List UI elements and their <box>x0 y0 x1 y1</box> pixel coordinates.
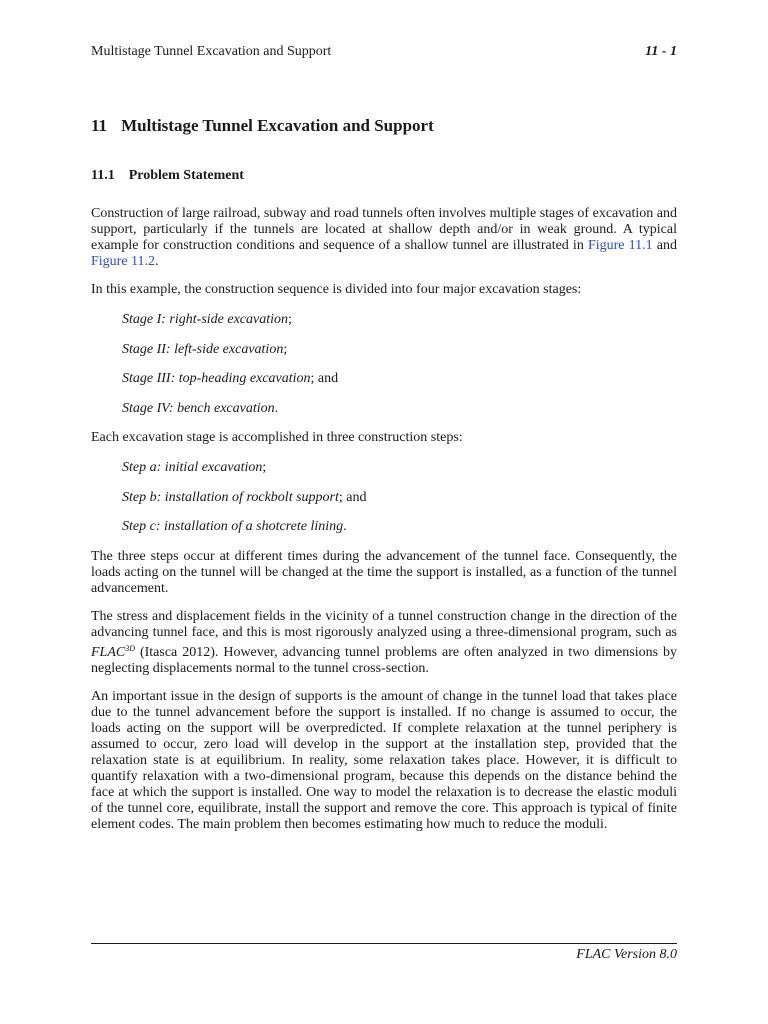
step-item: Step a: initial excavation; <box>122 460 267 475</box>
figure-11-2-link[interactable]: Figure 11.2 <box>91 254 156 269</box>
footer-version: FLAC Version 8.0 <box>576 947 677 962</box>
paragraph-2: In this example, the construction sequence is divided into four major excavation stages: <box>91 282 582 297</box>
figure-11-1-link[interactable]: Figure 11.1 <box>587 238 653 253</box>
flac-3d-superscript: 3D <box>125 643 136 653</box>
page-number: 11 - 1 <box>645 44 677 59</box>
stage-item: Stage IV: bench excavation. <box>122 400 279 416</box>
step-item: Step c: installation of a shotcrete lining. <box>122 519 347 534</box>
stage-item: Stage III: top-heading excavation; and <box>122 371 339 386</box>
footer-divider <box>91 943 677 944</box>
section-heading <box>91 168 244 184</box>
chapter-title: Multistage Tunnel Excavation and Support <box>121 116 434 135</box>
stage-item: Stage I: right-side excavation; <box>122 312 292 327</box>
chapter-number: 11 <box>91 116 108 135</box>
stage-item: Stage II: left-side excavation; <box>122 341 288 357</box>
flac-name: FLAC <box>91 644 126 660</box>
page-header <box>91 44 677 60</box>
chapter-heading <box>91 116 434 136</box>
paragraph-1: Construction of large railroad, subway and road tunnels often involves multiple stages of excavation and support, particularly if the tunnels are located at shallow depth and/or in weak ground. A typical example for construction conditions and sequence of a shallow tunnel are illustrated in Figure 11.1 and Figure 11.2. <box>91 206 677 269</box>
section-title: Problem Statement <box>128 168 244 183</box>
paragraph-3: Each excavation stage is accomplished in three construction steps: <box>91 430 463 445</box>
step-item: Step b: installation of rockbolt support; and <box>122 489 367 505</box>
paragraph-6: An important issue in the design of supports is the amount of change in the tunnel load that takes place due to the tunnel advancement before the support is installed. If no change is assumed to occur, the loads acting on the support will be overpredicted. If complete relaxation at the tunnel periphery is assumed to occur, zero load will develop in the support at the installation step, provided that the relaxation state is at equilibrium. In reality, some relaxation takes place. However, it is difficult to quantify relaxation with a two-dimensional program, because this depends on the distance behind the face at which the support is installed. One way to model the relaxation is to decrease the elastic moduli of the tunnel core, equilibrate, install the support and remove the core. This approach is typical of finite element codes. The main problem then becomes estimating how much to reduce the moduli. <box>91 688 677 832</box>
running-title: Multistage Tunnel Excavation and Support <box>91 44 332 59</box>
body-text <box>91 206 677 845</box>
section-number: 11.1 <box>91 168 115 183</box>
paragraph-4: The three steps occur at different times during the advancement of the tunnel face. Consequently, the loads acting on the tunnel will be changed at the time the support is installed, as a function of the tunnel advancement. <box>91 548 677 596</box>
paragraph-5: The stress and displacement fields in the vicinity of a tunnel construction change in the direction of the advancing tunnel face, and this is most rigorously analyzed using a three-dimensional program, such as $FLAC^{3D}$ (Itasca 2012). However, advancing tunnel problems are often analyzed in two dimensions by neglecting displacements normal to the tunnel cross-section. <box>91 608 677 676</box>
